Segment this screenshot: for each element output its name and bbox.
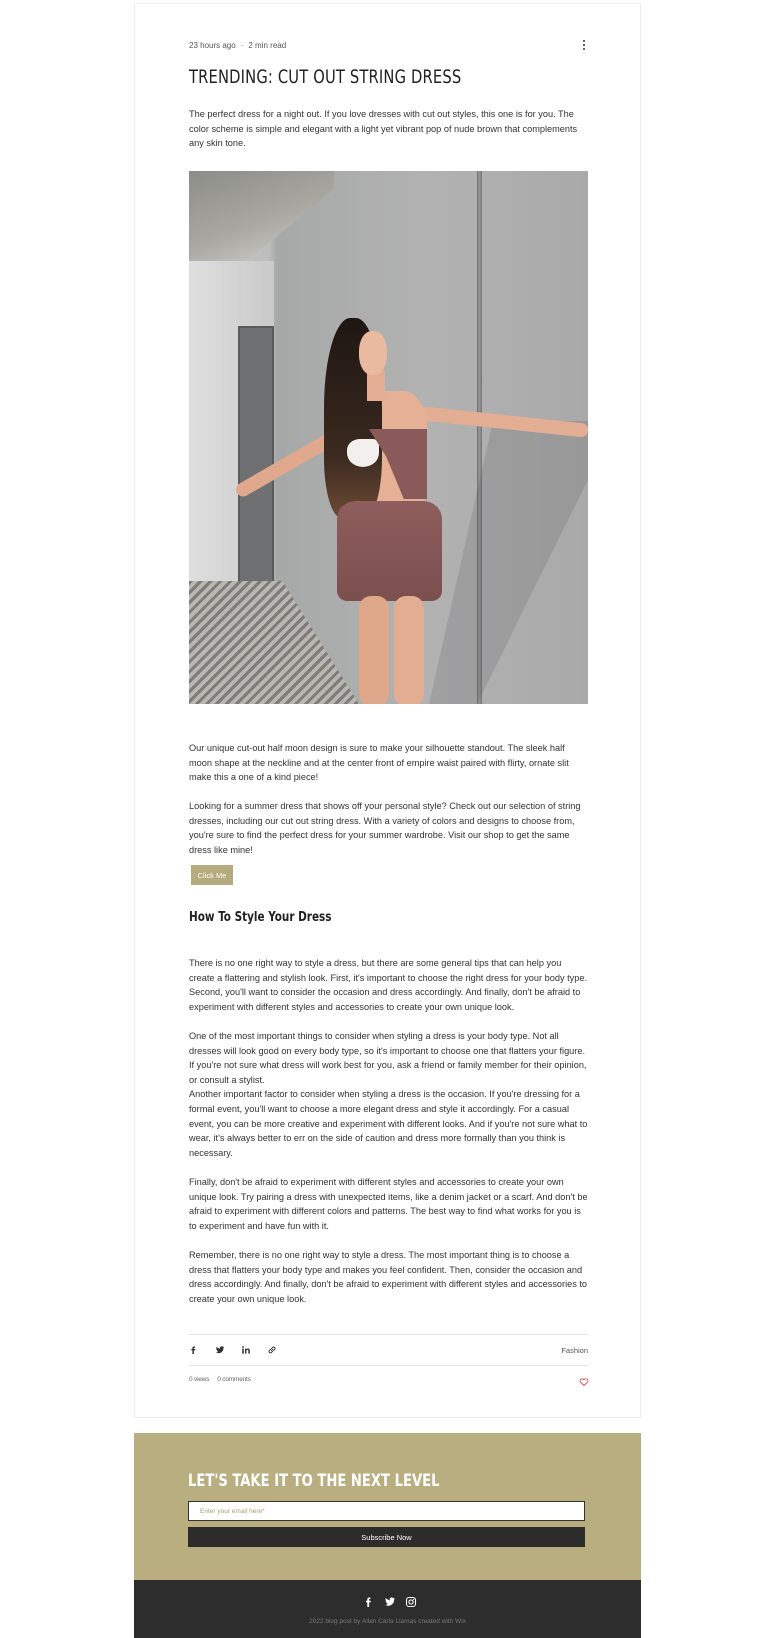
views-count: 0 views: [189, 1375, 210, 1383]
email-input[interactable]: [188, 1501, 585, 1521]
post-subheading: How To Style Your Dress: [189, 909, 332, 925]
post-paragraph-1: Our unique cut-out half moon design is sure to make your silhouette standout. The sleek half moon shape at the neckline and at the center front of empire waist paired with flirty, ornate slit make this a one of a kind piece!: [189, 743, 569, 783]
post-title: TRENDING: CUT OUT STRING DRESS: [189, 66, 462, 88]
post-paragraph-4b: Another important factor to consider when styling a dress is the occasion. If you're dressing for a formal event, you'll want to choose a more elegant dress and style it accordingly. For a casual event, you can be more creative and experiment with different looks. And if you're not sure what to wear, it's always better to err on the side of caution and dress more formally than you think is necessary.: [189, 1089, 588, 1158]
social-links: [363, 1596, 426, 1608]
facebook-icon[interactable]: [363, 1596, 375, 1608]
link-icon[interactable]: [267, 1345, 277, 1355]
post-paragraph-2: Looking for a summer dress that shows off your personal style? Check out our selection of string dresses, including our cut out string dress. With a variety of colors and designs to choose from, you're sure to find the perfect dress for your summer wardrobe. Visit our shop to get the same dress like mine!: [189, 801, 581, 855]
site-footer: [134, 1580, 641, 1638]
share-bar: [189, 1334, 588, 1366]
newsletter-title: LET'S TAKE IT TO THE NEXT LEVEL: [188, 1471, 440, 1491]
comments-count[interactable]: 0 comments: [217, 1375, 251, 1383]
post-meta: [189, 39, 588, 51]
post-paragraph-4a: One of the most important things to consider when styling a dress is your body type. Not all dresses will look good on every body type, so it's important to choose one that flatters your figure. If you're not sure what dress will work best for you, ask a friend or family member for their opinion, or consult a stylist.: [189, 1031, 587, 1085]
linkedin-icon[interactable]: [241, 1345, 251, 1355]
facebook-icon[interactable]: [189, 1345, 199, 1355]
post-read-time: 2 min read: [248, 40, 287, 50]
footer-credit: 2022 blog post by Allan Carla Llamas created with Wix: [309, 1618, 466, 1625]
newsletter-section: [134, 1433, 641, 1580]
instagram-icon[interactable]: [405, 1596, 417, 1608]
post-paragraph-6: Remember, there is no one right way to style a dress. The most important thing is to choose a dress that flatters your body type and makes you feel confident. Then, consider the occasion and dress accordingly. And finally, don't be afraid to experiment with different styles and accessories to create your own unique look.: [189, 1250, 588, 1304]
click-me-button[interactable]: Click Me: [191, 865, 233, 885]
post-paragraph-3: There is no one right way to style a dress, but there are some general tips that can help you create a flattering and stylish look. First, it's important to choose the right dress for your body type. Second, you'll want to consider the occasion and dress accordingly. And finally, don't be afraid to experiment with different styles and accessories to create your own unique look.: [189, 958, 588, 1012]
more-vertical-icon[interactable]: [579, 40, 589, 52]
meta-separator: ·: [240, 40, 244, 50]
post-paragraph-5: Finally, don't be afraid to experiment with different styles and accessories to create your own unique look. Try pairing a dress with unexpected items, like a denim jacket or a scarf. And don't be afraid to experiment with different colors and patterns. The best way to find what works for you is to experiment and have fun with it.: [189, 1177, 588, 1231]
twitter-icon[interactable]: [384, 1596, 396, 1608]
post-stats: [189, 1372, 588, 1386]
subscribe-button[interactable]: Subscribe Now: [188, 1527, 585, 1547]
heart-icon[interactable]: [579, 1374, 589, 1384]
post-time-ago: 23 hours ago: [189, 40, 236, 50]
twitter-icon[interactable]: [215, 1345, 225, 1355]
blog-post-card: [134, 3, 641, 1418]
post-paragraph-4: [189, 1029, 588, 1160]
post-intro: The perfect dress for a night out. If you love dresses with cut out styles, this one is for you. The color scheme is simple and elegant with a light yet vibrant pop of nude brown that complements any skin tone.: [189, 109, 578, 149]
tag-fashion[interactable]: Fashion: [561, 1345, 588, 1355]
hero-image: [189, 171, 588, 704]
